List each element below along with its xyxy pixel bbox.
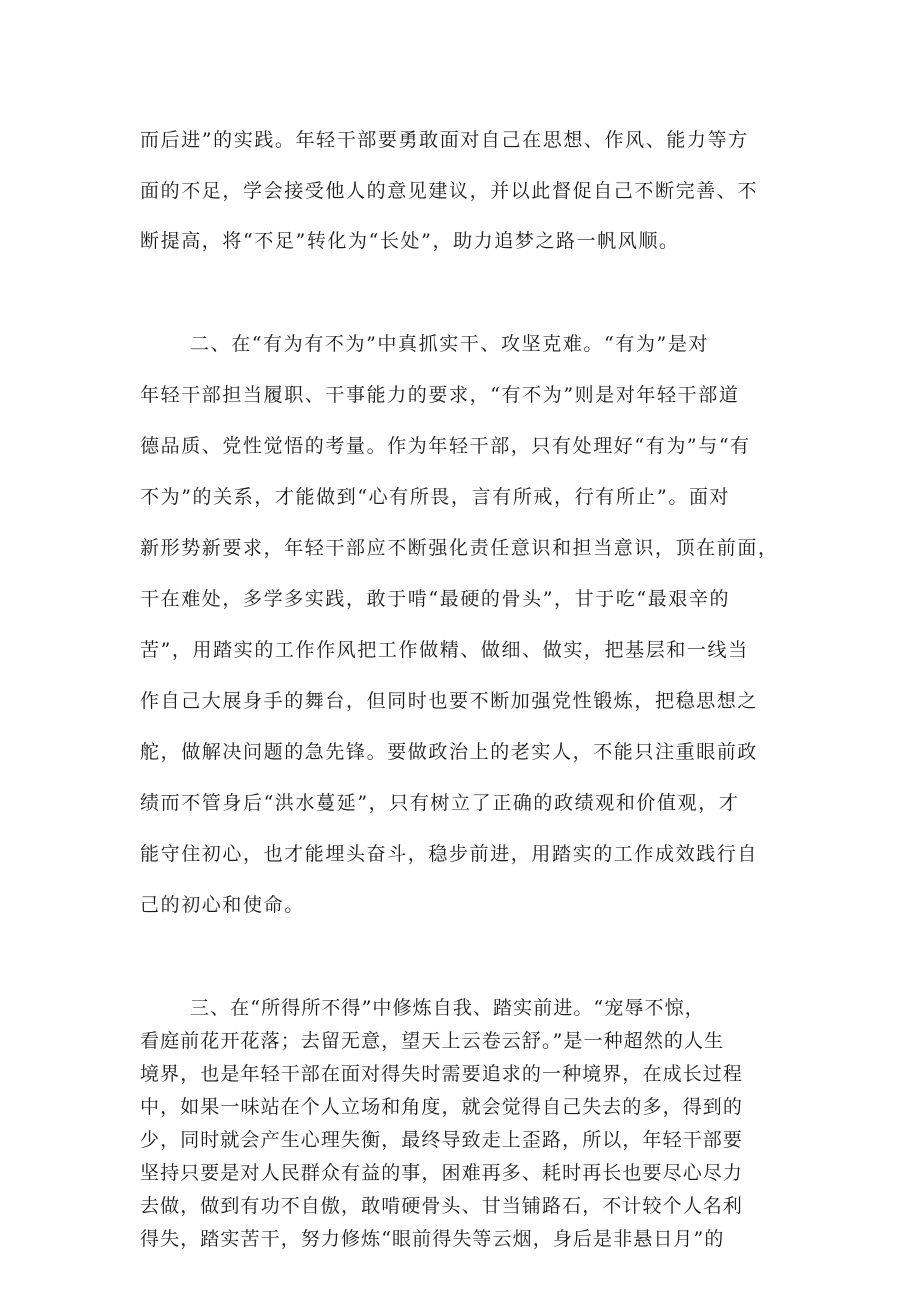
paragraph-line: 少，同时就会产生心理失衡，最终导致走上歪路，所以，年轻干部要 [140,1129,744,1151]
paragraph-line: 不为”的关系，才能做到“心有所畏，言有所戒，行有所止”。面对 [140,486,731,508]
paragraph-line: 绩而不管身后“洪水蔓延”，只有树立了正确的政绩观和价值观，才 [140,792,740,814]
paragraph-line: 去做，做到有功不自傲，敢啃硬骨头、甘当铺路石，不计较个人名利 [140,1195,744,1217]
paragraph-line: 干在难处，多学多实践，敢于啃“最硬的骨头”，甘于吃“最艰辛的 [140,588,731,610]
paragraph-line: 断提高，将“不足”转化为“长处”，助力追梦之路一帆风顺。 [140,230,680,252]
paragraph-line: 作自己大展身手的舞台，但同时也要不断加强党性锻炼，把稳思想之 [140,690,759,712]
paragraph-line: 三、在“所得所不得”中修炼自我、踏实前进。“宠辱不惊， [190,997,705,1019]
paragraph-line: 己的初心和使命。 [140,894,305,916]
paragraph-line: 境界，也是年轻干部在面对得失时需要追求的一种境界，在成长过程 [140,1063,744,1085]
paragraph-line: 中，如果一味站在个人立场和角度，就会觉得自己失去的多，得到的 [140,1096,744,1118]
paragraph-line: 新形势新要求，年轻干部应不断强化责任意识和担当意识，顶在前面， [140,537,779,559]
paragraph-line: 面的不足，学会接受他人的意见建议，并以此督促自己不断完善、不 [140,180,759,202]
paragraph-line: 坚持只要是对人民群众有益的事，困难再多、耗时再长也要尽心尽力 [140,1162,744,1184]
paragraph-line: 舵，做解决问题的急先锋。要做政治上的老实人，不能只注重眼前政 [140,741,759,763]
paragraph-line: 能守住初心，也才能埋头奋斗，稳步前进，用踏实的工作成效践行自 [140,843,759,865]
paragraph-line: 德品质、党性觉悟的考量。作为年轻干部，只有处理好“有为”与“有 [140,435,751,457]
paragraph-line: 看庭前花开花落；去留无意，望天上云卷云舒。”是一种超然的人生 [140,1030,725,1052]
paragraph-line: 年轻干部担当履职、干事能力的要求，“有不为”则是对年轻干部道 [140,384,740,406]
paragraph-line: 得失，踏实苦干，努力修炼“眼前得失等云烟，身后是非悬日月”的 [140,1228,725,1250]
paragraph-line: 二、在“有为有不为”中真抓实干、攻坚克难。“有为”是对 [190,333,710,355]
paragraph-line: 而后进”的实践。年轻干部要勇敢面对自己在思想、作风、能力等方 [140,129,749,151]
paragraph-line: 苦”，用踏实的工作作风把工作做精、做细、做实，把基层和一线当 [140,639,749,661]
